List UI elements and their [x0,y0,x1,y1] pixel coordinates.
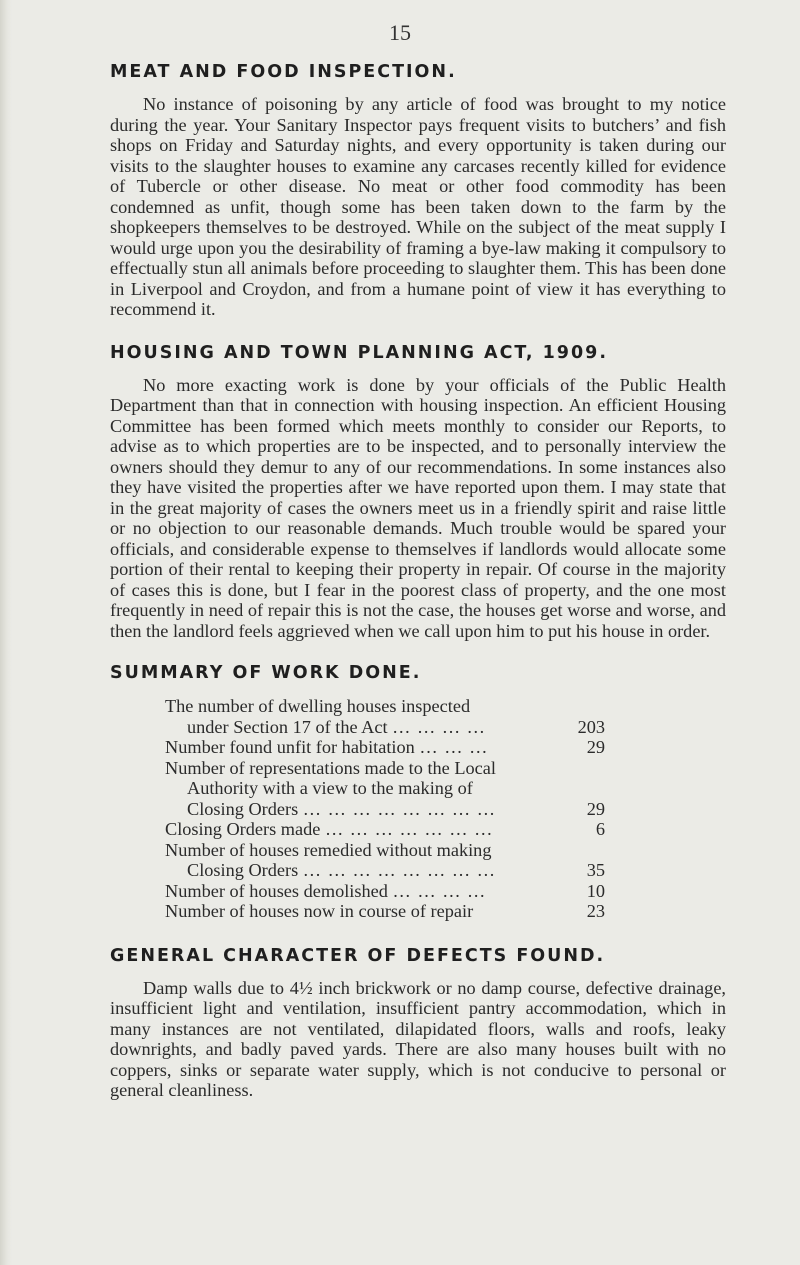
row-value: 6 [595,819,605,839]
row-label [165,840,571,881]
leader-dots: … … … … … … … [324,819,494,839]
row-label [165,737,571,758]
summary-table [165,696,605,922]
row-value: 10 [586,880,605,901]
row-label-text: under Section 17 of the Act [187,716,388,737]
row-label-line-indented: Authority with a view to the making of [187,778,473,798]
row-label-line-indented [165,799,571,820]
leader-dots: … … … … [392,880,487,901]
row-label-text: Closing Orders made [165,819,321,839]
section-heading: MEAT AND FOOD INSPECTION. [110,62,457,82]
row-label-line: Number of houses remedied without making [165,839,492,860]
row-label [165,819,571,840]
row-label-text: Closing Orders [187,860,299,880]
leader-dots: … … … … [392,716,486,737]
leader-dots: … … … … … … … … [302,798,497,819]
section-meat-inspection [110,62,726,320]
section-paragraph: No more exacting work is done by your officials of the Public Health Department than that in connection with housing inspection. An efficient Housing Committee has been formed which meets monthly to consider our Reports, to advise as to which properties are to be inspected, and to personally interview the owners should they demur to any of our recommendations. In some instances also they have visited the properties after we have reported upon them. I may state that in the great majority of cases the owners meet us in a friendly spirit and raise little or no objection to our reasonable demands. Much trouble would be spared your officials, and considerable expense to themselves if landlords would allocate some portion of their rental to keeping their property in repair. Of course in the majority of cases this is done, but I fear in the poorest class of property, and the one most frequently in need of repair this is not the case, the houses get worse and worse, and then the landlord feels aggrieved when we call upon him to put his house in order. [110,374,726,641]
summary-row [165,901,605,922]
summary-row [165,881,605,902]
section-paragraph: No instance of poisoning by any article of food was brought to my notice during the year. Your Sanitary Inspector pays frequent visits to butchers’ and fish shops on Friday and Saturday nights, and every opportunity is taken during our visits to the slaughter houses to examine any carcases recently killed for evidence of Tubercle or other disease. No meat or other food commodity has been condemned as unfit, though some has been taken down to the farm by the shopkeepers themselves to be destroyed. While on the subject of the meat supply I would urge upon you the desirability of framing a bye-law making it compulsory to effectually stun all animals before proceeding to slaughter them. This has been done in Liverpool and Croydon, and from a humane point of view it has everything to recommend it. [110,94,726,319]
section-heading: SUMMARY OF WORK DONE. [110,663,422,683]
page-edge [0,0,12,1265]
summary-row [165,840,605,881]
row-value: 23 [586,901,605,921]
row-label-text: Number of houses demolished [165,880,388,901]
document-body [110,62,726,1101]
section-summary-of-work [110,663,726,922]
row-value: 29 [586,737,605,757]
row-label [165,881,571,902]
section-heading: HOUSING AND TOWN PLANNING ACT, 1909. [110,342,608,363]
section-heading: GENERAL CHARACTER OF DEFECTS FOUND. [110,945,606,966]
row-label [165,901,571,922]
row-label-line-indented [165,717,571,738]
row-label-line-indented [165,860,571,881]
row-label-text: Number of houses now in course of repair [165,901,474,921]
section-defects-found [110,946,726,1101]
row-label-line: Number of representations made to the Local [165,757,496,778]
row-label-text: Closing Orders [187,798,299,819]
leader-dots: … … … … … … … … [302,860,497,880]
row-label [165,696,571,737]
summary-row [165,696,605,737]
summary-row [165,758,605,820]
leader-dots: … … … [419,737,489,757]
summary-row [165,737,605,758]
row-label-text: Number found unfit for habitation [165,737,415,757]
row-label-line: The number of dwelling houses inspected [165,696,471,716]
row-value: 203 [577,716,605,737]
row-value: 29 [586,798,605,819]
page-number: 15 [389,20,411,45]
summary-row [165,819,605,840]
section-paragraph: Damp walls due to 4½ inch brickwork or no damp course, defective drainage, insufficient light and ventilation, insufficient pantry accommodation, which in many instances are not ventilated, dilapidated floors, walls and roofs, leaky downrights, and badly paved yards. There are also many houses built with no coppers, sinks or separate water supply, which is not conducive to personal or general cleanliness. [110,977,726,1100]
row-label [165,758,571,820]
row-value: 35 [586,860,605,880]
section-housing-act [110,343,726,642]
